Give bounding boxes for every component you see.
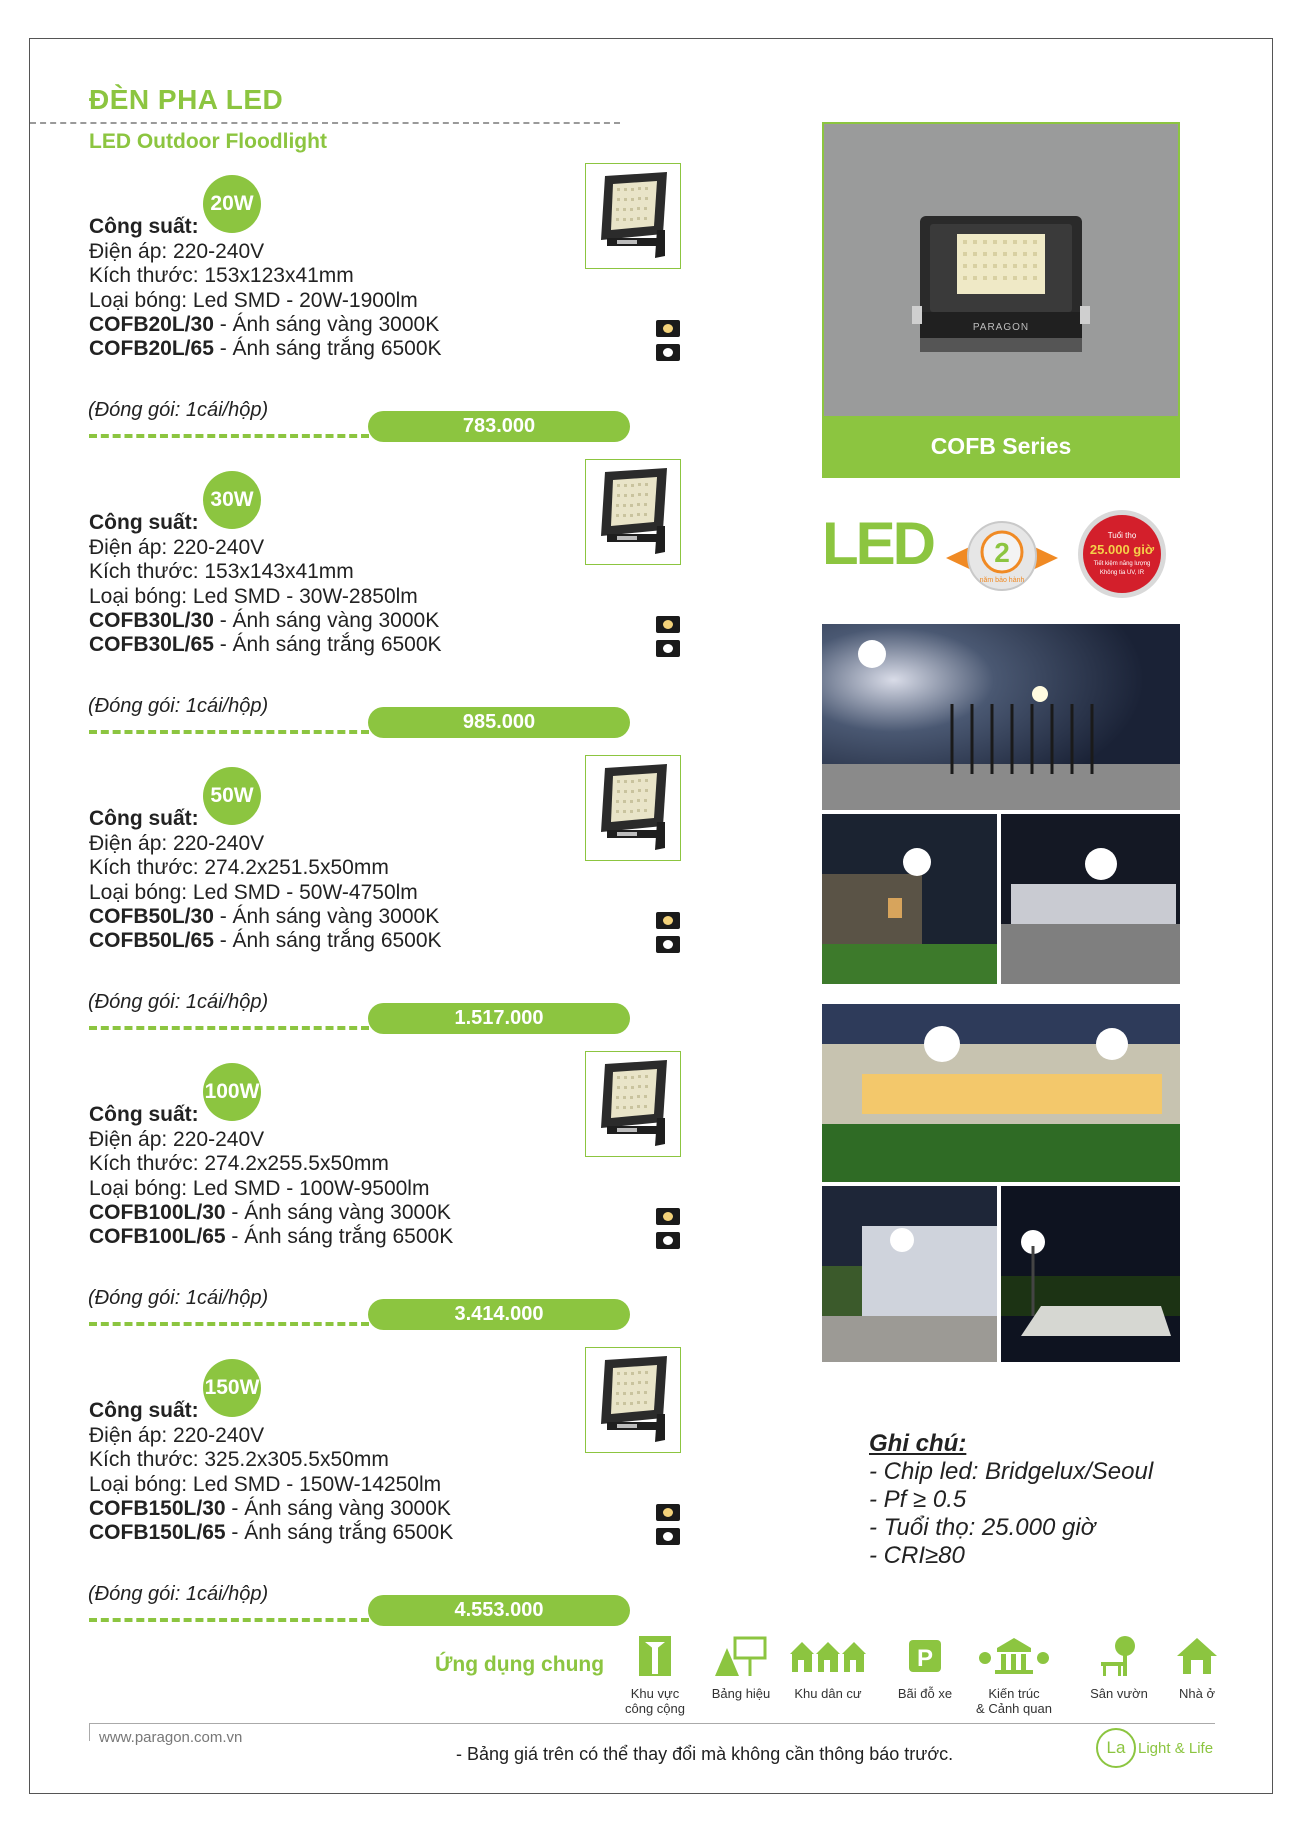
model-code-warm: COFB50L/30 [89, 905, 214, 928]
dashed-divider [89, 1618, 369, 1622]
packaging-note: (Đóng gói: 1cái/hộp) [88, 695, 269, 717]
photo-stone-house [822, 814, 997, 984]
garden-icon [1095, 1634, 1143, 1678]
packaging-note: (Đóng gói: 1cái/hộp) [88, 1287, 269, 1309]
website-url[interactable]: www.paragon.com.vn [99, 1729, 243, 1746]
public-area-icon [635, 1634, 675, 1678]
product-block [0, 1359, 700, 1649]
warm-light-swatch-icon [656, 1208, 680, 1225]
application-parking [880, 1632, 970, 1701]
price-tag: 3.414.000 [368, 1299, 630, 1330]
lamp-spec: Loại bóng: Led SMD - 30W-2850lm [89, 585, 418, 608]
application-signboard [696, 1632, 786, 1701]
cool-light-swatch-icon [656, 1232, 680, 1249]
svg-text:P: P [916, 1645, 934, 1672]
price-tag: 985.000 [368, 707, 630, 738]
applications-title: Ứng dụng chung [435, 1653, 605, 1676]
wattage-badge: 30W [203, 471, 261, 529]
application-label: Sân vườn [1090, 1686, 1148, 1701]
cool-light-desc: - Ánh sáng trắng 6500K [231, 1521, 454, 1544]
warm-light-desc: - Ánh sáng vàng 3000K [219, 609, 440, 632]
house-icon [1175, 1636, 1219, 1676]
cool-light-swatch-icon [656, 640, 680, 657]
warm-light-desc: - Ánh sáng vàng 3000K [231, 1497, 451, 1520]
power-label: Công suất: [89, 1103, 199, 1126]
application-label: Nhà ở [1179, 1686, 1215, 1701]
notes-section [869, 1430, 1153, 1570]
application-label: Khu vực [630, 1686, 680, 1701]
application-label: Bãi đỗ xe [897, 1686, 953, 1701]
model-code-cool: COFB30L/65 [89, 633, 214, 656]
product-thumbnail [585, 1051, 681, 1157]
photo-gate-night [822, 624, 1180, 810]
lamp-spec: Loại bóng: Led SMD - 50W-4750lm [89, 881, 418, 904]
cool-light-desc: - Ánh sáng trắng 6500K [231, 1225, 454, 1248]
lifetime-hours: 25.000 giờ [1089, 542, 1155, 557]
model-warm-row [89, 1201, 451, 1226]
model-code-cool: COFB100L/65 [89, 1225, 226, 1248]
dashed-divider [89, 730, 369, 734]
model-code-cool: COFB20L/65 [89, 337, 214, 360]
floodlight-product-icon [593, 170, 673, 262]
voltage-spec: Điện áp: 220-240V [89, 536, 265, 559]
application-label: & Cảnh quan [976, 1701, 1052, 1716]
warm-light-swatch-icon [656, 912, 680, 929]
warm-light-swatch-icon [656, 616, 680, 633]
warm-light-swatch-icon [656, 1504, 680, 1521]
feature-badges [822, 502, 1180, 602]
warm-light-swatch-icon [656, 320, 680, 337]
cool-light-swatch-icon [656, 1528, 680, 1545]
title-divider [30, 122, 620, 124]
application-house [1152, 1632, 1242, 1701]
photo-villa [822, 1004, 1180, 1182]
model-code-cool: COFB150L/65 [89, 1521, 226, 1544]
product-block [0, 1063, 700, 1353]
model-warm-row [89, 609, 439, 634]
footer-divider [89, 1723, 1215, 1724]
packaging-note: (Đóng gói: 1cái/hộp) [88, 1583, 269, 1605]
size-spec: Kích thước: 153x143x41mm [89, 560, 354, 583]
hero-product-image [822, 122, 1180, 478]
led-logo-icon: LED [822, 510, 933, 577]
cool-light-desc: - Ánh sáng trắng 6500K [219, 337, 442, 360]
product-block [0, 471, 700, 761]
size-spec: Kích thước: 153x123x41mm [89, 264, 354, 287]
voltage-spec: Điện áp: 220-240V [89, 240, 265, 263]
residential-icon [788, 1636, 868, 1676]
hero-fixture-brand: PARAGON [972, 322, 1030, 333]
note-item: - Tuổi thọ: 25.000 giờ [869, 1514, 1096, 1541]
lifetime-badge-icon [1078, 510, 1166, 598]
power-label: Công suất: [89, 807, 199, 830]
photo-courtyard [822, 1186, 997, 1362]
brand-logo [1096, 1728, 1213, 1768]
cool-light-swatch-icon [656, 936, 680, 953]
power-label: Công suất: [89, 511, 199, 534]
model-cool-row [89, 633, 442, 658]
dashed-divider [89, 434, 369, 438]
warm-light-desc: - Ánh sáng vàng 3000K [231, 1201, 451, 1224]
application-architecture [969, 1632, 1059, 1716]
cool-light-desc: - Ánh sáng trắng 6500K [219, 633, 442, 656]
cool-light-desc: - Ánh sáng trắng 6500K [219, 929, 442, 952]
packaging-note: (Đóng gói: 1cái/hộp) [88, 399, 269, 421]
page-title: ĐÈN PHA LED [89, 84, 284, 115]
application-label: Khu dân cư [794, 1686, 862, 1701]
brand-name: Light & Life [1138, 1739, 1214, 1757]
application-label: Kiến trúc [988, 1686, 1040, 1701]
power-label: Công suất: [89, 1399, 199, 1422]
floodlight-product-icon [593, 762, 673, 854]
model-code-cool: COFB50L/65 [89, 929, 214, 952]
model-warm-row [89, 1497, 451, 1522]
model-warm-row [89, 905, 439, 930]
lamp-spec: Loại bóng: Led SMD - 20W-1900lm [89, 289, 418, 312]
page-subtitle: LED Outdoor Floodlight [89, 130, 327, 153]
model-cool-row [89, 929, 442, 954]
warm-light-desc: - Ánh sáng vàng 3000K [219, 905, 440, 928]
wattage-badge: 20W [203, 175, 261, 233]
dashed-divider [89, 1322, 369, 1326]
note-item: - Chip led: Bridgelux/Seoul [869, 1458, 1154, 1485]
floodlight-hero-icon [824, 124, 1178, 416]
price-tag: 1.517.000 [368, 1003, 630, 1034]
voltage-spec: Điện áp: 220-240V [89, 1424, 265, 1447]
product-thumbnail [585, 1347, 681, 1453]
application-label: công cộng [625, 1701, 685, 1716]
model-code-warm: COFB150L/30 [89, 1497, 226, 1520]
voltage-spec: Điện áp: 220-240V [89, 1128, 265, 1151]
footer-tick [89, 1723, 90, 1741]
lamp-spec: Loại bóng: Led SMD - 150W-14250lm [89, 1473, 442, 1496]
model-cool-row [89, 1225, 453, 1250]
lamp-spec: Loại bóng: Led SMD - 100W-9500lm [89, 1177, 430, 1200]
voltage-spec: Điện áp: 220-240V [89, 832, 265, 855]
product-thumbnail [585, 755, 681, 861]
note-item: - Pf ≥ 0.5 [869, 1486, 967, 1513]
architecture-icon [977, 1636, 1051, 1676]
power-label: Công suất: [89, 215, 199, 238]
photo-court [1001, 1186, 1180, 1362]
parking-icon [907, 1636, 943, 1676]
warranty-text: năm bảo hành [979, 577, 1025, 584]
wattage-badge: 150W [203, 1359, 261, 1417]
application-label: Bảng hiệu [711, 1686, 771, 1701]
product-block [0, 767, 700, 1057]
application-garden [1074, 1632, 1164, 1701]
wattage-badge: 50W [203, 767, 261, 825]
model-cool-row [89, 1521, 453, 1546]
price-tag: 783.000 [368, 411, 630, 442]
wattage-badge: 100W [203, 1063, 261, 1121]
warm-light-desc: - Ánh sáng vàng 3000K [219, 313, 440, 336]
application-public-area [610, 1632, 700, 1716]
model-code-warm: COFB30L/30 [89, 609, 214, 632]
lifetime-line2: Không tia UV, IR [1099, 570, 1145, 576]
warranty-years: 2 [994, 537, 1010, 568]
price-disclaimer: - Bảng giá trên có thể thay đổi mà không cần thông báo trước. [456, 1744, 954, 1764]
model-cool-row [89, 337, 442, 362]
notes-heading: Ghi chú: [869, 1430, 967, 1457]
model-warm-row [89, 313, 439, 338]
brand-mark-icon: La [1096, 1728, 1136, 1768]
series-label: COFB Series [824, 416, 1178, 476]
lifetime-title: Tuổi thọ [1107, 531, 1137, 540]
product-block [0, 175, 700, 465]
floodlight-product-icon [593, 1058, 673, 1150]
application-residential [783, 1632, 873, 1701]
warranty-badge-icon [946, 522, 1058, 590]
cool-light-swatch-icon [656, 344, 680, 361]
price-tag: 4.553.000 [368, 1595, 630, 1626]
floodlight-product-icon [593, 466, 673, 558]
photo-garage [1001, 814, 1180, 984]
size-spec: Kích thước: 325.2x305.5x50mm [89, 1448, 389, 1471]
model-code-warm: COFB100L/30 [89, 1201, 226, 1224]
product-thumbnail [585, 459, 681, 565]
note-item: - CRI≥80 [869, 1542, 965, 1569]
size-spec: Kích thước: 274.2x255.5x50mm [89, 1152, 389, 1175]
dashed-divider [89, 1026, 369, 1030]
floodlight-product-icon [593, 1354, 673, 1446]
signboard-icon [713, 1634, 769, 1678]
badges-graphic [822, 502, 1180, 602]
size-spec: Kích thước: 274.2x251.5x50mm [89, 856, 389, 879]
product-thumbnail [585, 163, 681, 269]
model-code-warm: COFB20L/30 [89, 313, 214, 336]
packaging-note: (Đóng gói: 1cái/hộp) [88, 991, 269, 1013]
lifetime-line1: Tiết kiệm năng lượng [1093, 561, 1151, 567]
